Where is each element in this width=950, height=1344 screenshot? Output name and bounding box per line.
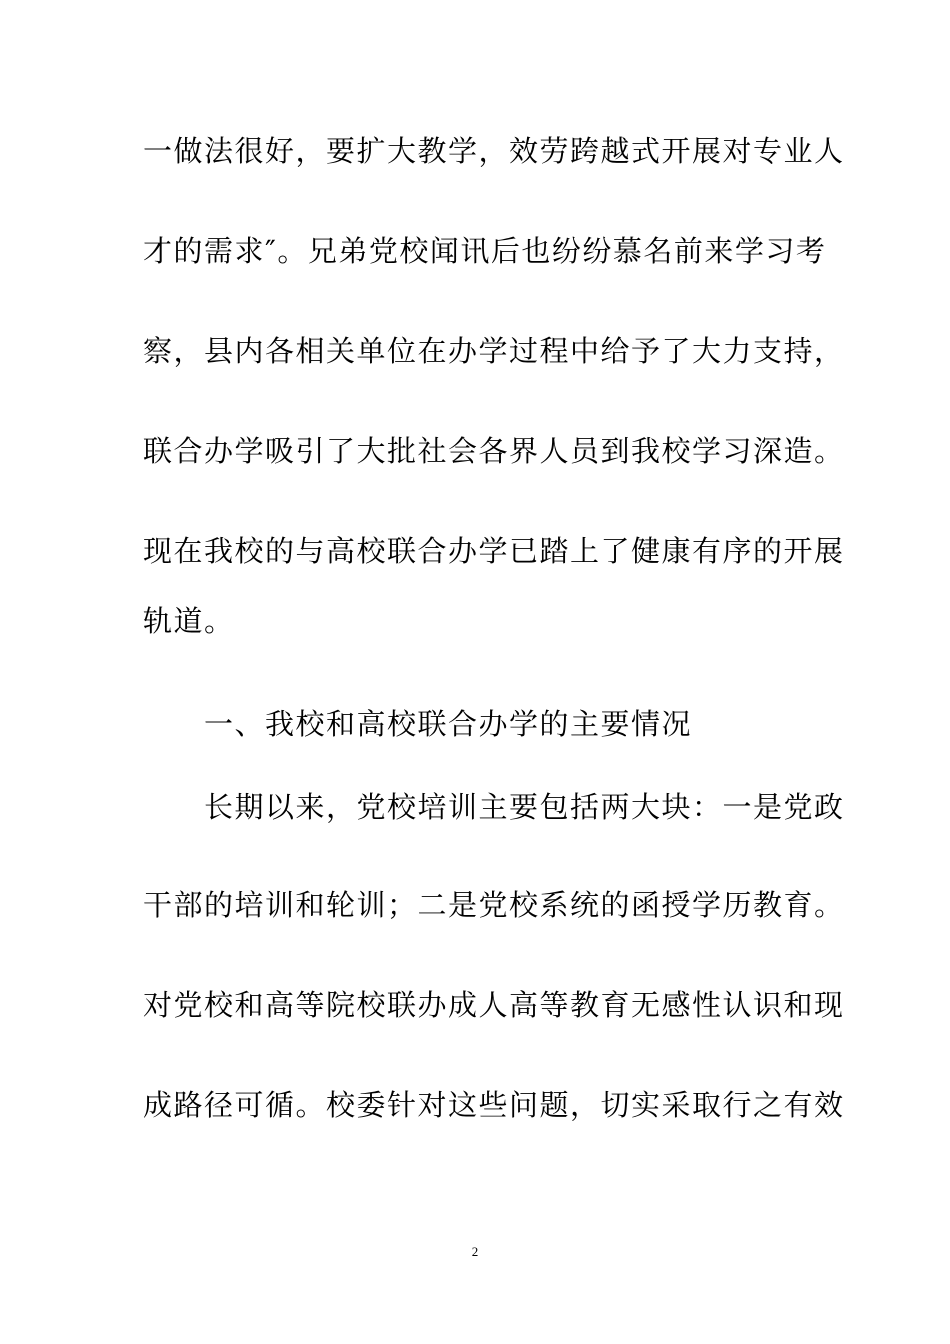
page-number: 2 <box>471 1244 479 1259</box>
section-heading: 一、我校和高校联合办学的主要情况 <box>204 707 693 741</box>
body-text-line: 才的需求″。兄弟党校闻讯后也纷纷慕名前来学习考 <box>143 234 827 268</box>
body-text-line: 对党校和高等院校联办成人高等教育无感性认识和现 <box>143 988 845 1022</box>
body-text-line: 一做法很好，要扩大教学，效劳跨越式开展对专业人 <box>143 134 845 168</box>
body-text-line: 成路径可循。校委针对这些问题，切实采取行之有效 <box>143 1088 845 1122</box>
body-text-line: 联合办学吸引了大批社会各界人员到我校学习深造。 <box>143 434 845 468</box>
body-text-line: 干部的培训和轮训；二是党校系统的函授学历教育。 <box>143 888 845 922</box>
body-text-line: 长期以来，党校培训主要包括两大块：一是党政 <box>204 790 845 824</box>
body-text-line: 轨道。 <box>143 604 235 638</box>
body-text-line: 察，县内各相关单位在办学过程中给予了大力支持， <box>143 334 845 368</box>
body-text-line: 现在我校的与高校联合办学已踏上了健康有序的开展 <box>143 534 845 568</box>
